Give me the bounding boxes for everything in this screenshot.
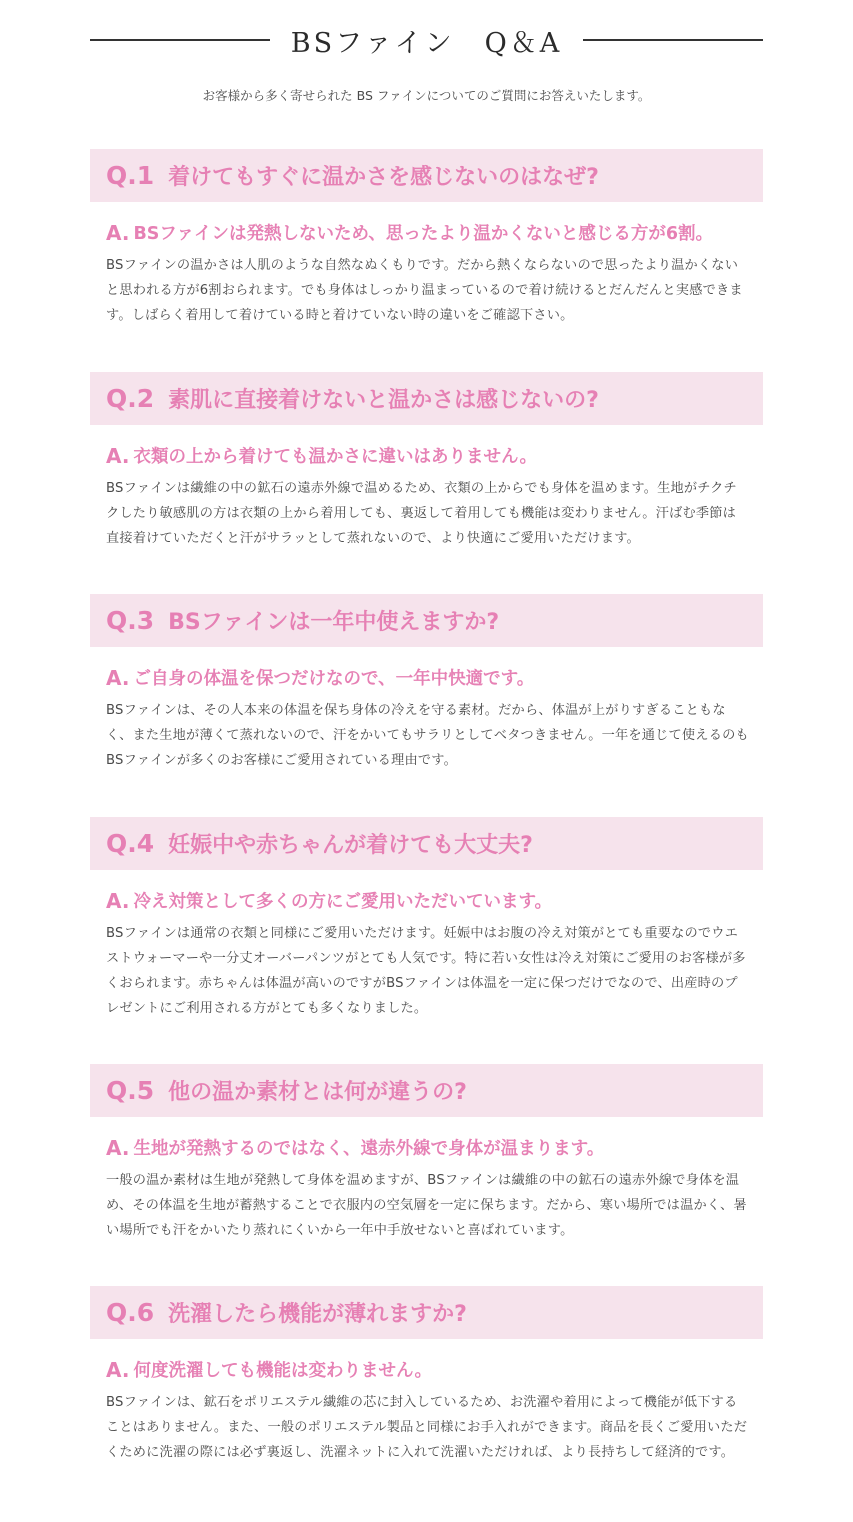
answer-title: 衣類の上から着けても温かさに違いはありません。 <box>133 447 538 467</box>
question-box <box>90 817 763 870</box>
answer-mark: A. <box>106 665 130 690</box>
answer-heading <box>90 1135 763 1160</box>
question-number: Q.3 <box>106 606 155 635</box>
qa-item-4 <box>90 817 763 1021</box>
answer-heading <box>90 220 763 245</box>
answer-body: BSファインは繊維の中の鉱石の遠赤外線で温めるため、衣類の上からでも身体を温めます。生地がチクチクしたり敏感肌の方は衣類の上から着用しても、裏返して着用しても機能は変わりません。汗ばむ季節は直接着けていただくと汗がサラッとして蒸れないので、より快適にご愛用いただけます。 <box>106 481 737 546</box>
question-text: 洗濯したら機能が薄れますか? <box>168 1302 467 1327</box>
qa-item-2 <box>90 372 763 551</box>
answer-heading <box>90 1357 763 1382</box>
question-text: 着けてもすぐに温かさを感じないのはなぜ? <box>168 165 599 190</box>
question-text: BSファインは一年中使えますか? <box>168 610 500 635</box>
qa-item-1 <box>90 149 763 328</box>
question-box <box>90 1064 763 1117</box>
answer-mark: A. <box>106 443 130 468</box>
question-number: Q.6 <box>106 1298 155 1327</box>
answer-mark: A. <box>106 1135 130 1160</box>
answer-title: BSファインは発熱しないため、思ったより温かくないと感じる方が6割。 <box>133 224 714 244</box>
answer-body: BSファインは、その人本来の体温を保ち身体の冷えを守る素材。だから、体温が上がりすぎることもなく、また生地が薄くて蒸れないので、汗をかいてもサラリとしてベタつきません。一年を通じて使えるのもBSファインが多くのお客様にご愛用されている理由です。 <box>106 703 749 768</box>
question-number: Q.2 <box>106 384 155 413</box>
question-box <box>90 372 763 425</box>
answer-body: BSファインは、鉱石をポリエステル繊維の芯に封入しているため、お洗濯や着用によって機能が低下することはありません。また、一般のポリエステル製品と同様にお手入れができます。商品を長くご愛用いただくために洗濯の際には必ず裏返し、洗濯ネットに入れて洗濯いただければ、より長持ちして経済的です。 <box>106 1395 748 1460</box>
qa-item-6 <box>90 1286 763 1465</box>
question-number: Q.5 <box>106 1076 155 1105</box>
answer-body: BSファインの温かさは人肌のような自然なぬくもりです。だから熱くならないので思ったより温かくないと思われる方が6割おられます。でも身体はしっかり温まっているので着け続けるとだんだんと実感できます。しばらく着用して着けている時と着けていない時の違いをご確認下さい。 <box>106 258 743 323</box>
answer-mark: A. <box>106 888 130 913</box>
answer-body: BSファインは通常の衣類と同様にご愛用いただけます。妊娠中はお腹の冷え対策がとても重要なのでウエストウォーマーや一分丈オーバーパンツがとても人気です。特に若い女性は冷え対策にご愛用のお客様が多くおられます。赤ちゃんは体温が高いのですがBSファインは体温を一定に保つだけでなので、出産時のプレゼントにご利用される方がとても多くなりました。 <box>106 926 746 1016</box>
title-divider-right <box>583 39 763 41</box>
answer-title: 生地が発熱するのではなく、遠赤外線で身体が温まります。 <box>133 1139 605 1159</box>
page-title: BSファイン Q＆A <box>279 21 574 60</box>
answer-heading <box>90 665 763 690</box>
answer-title: 何度洗濯しても機能は変わりません。 <box>133 1361 433 1381</box>
question-text: 素肌に直接着けないと温かさは感じないの? <box>168 388 599 413</box>
question-box <box>90 594 763 647</box>
page-title-row <box>90 20 763 60</box>
question-text: 他の温か素材とは何が違うの? <box>168 1080 467 1105</box>
question-box <box>90 1286 763 1339</box>
answer-title: ご自身の体温を保つだけなので、一年中快適です。 <box>133 669 535 689</box>
question-box <box>90 149 763 202</box>
question-text: 妊娠中や赤ちゃんが着けても大丈夫? <box>168 833 533 858</box>
answer-mark: A. <box>106 220 130 245</box>
answer-heading <box>90 888 763 913</box>
question-number: Q.4 <box>106 829 155 858</box>
title-divider-left <box>90 39 270 41</box>
answer-body: 一般の温か素材は生地が発熱して身体を温めますが、BSファインは繊維の中の鉱石の遠赤外線で身体を温め、その体温を生地が蓄熱することで衣服内の空気層を一定に保ちます。だから、寒い場所では温かく、暑い場所でも汗をかいたり蒸れにくいから一年中手放せないと喜ばれています。 <box>106 1173 747 1238</box>
qa-item-5 <box>90 1064 763 1243</box>
qa-item-3 <box>90 594 763 773</box>
answer-title: 冷え対策として多くの方にご愛用いただいています。 <box>133 892 553 912</box>
answer-mark: A. <box>106 1357 130 1382</box>
answer-heading <box>90 443 763 468</box>
intro-text: お客様から多く寄せられた BS ファインについてのご質問にお答えいたします。 <box>202 88 651 103</box>
question-number: Q.1 <box>106 161 155 190</box>
